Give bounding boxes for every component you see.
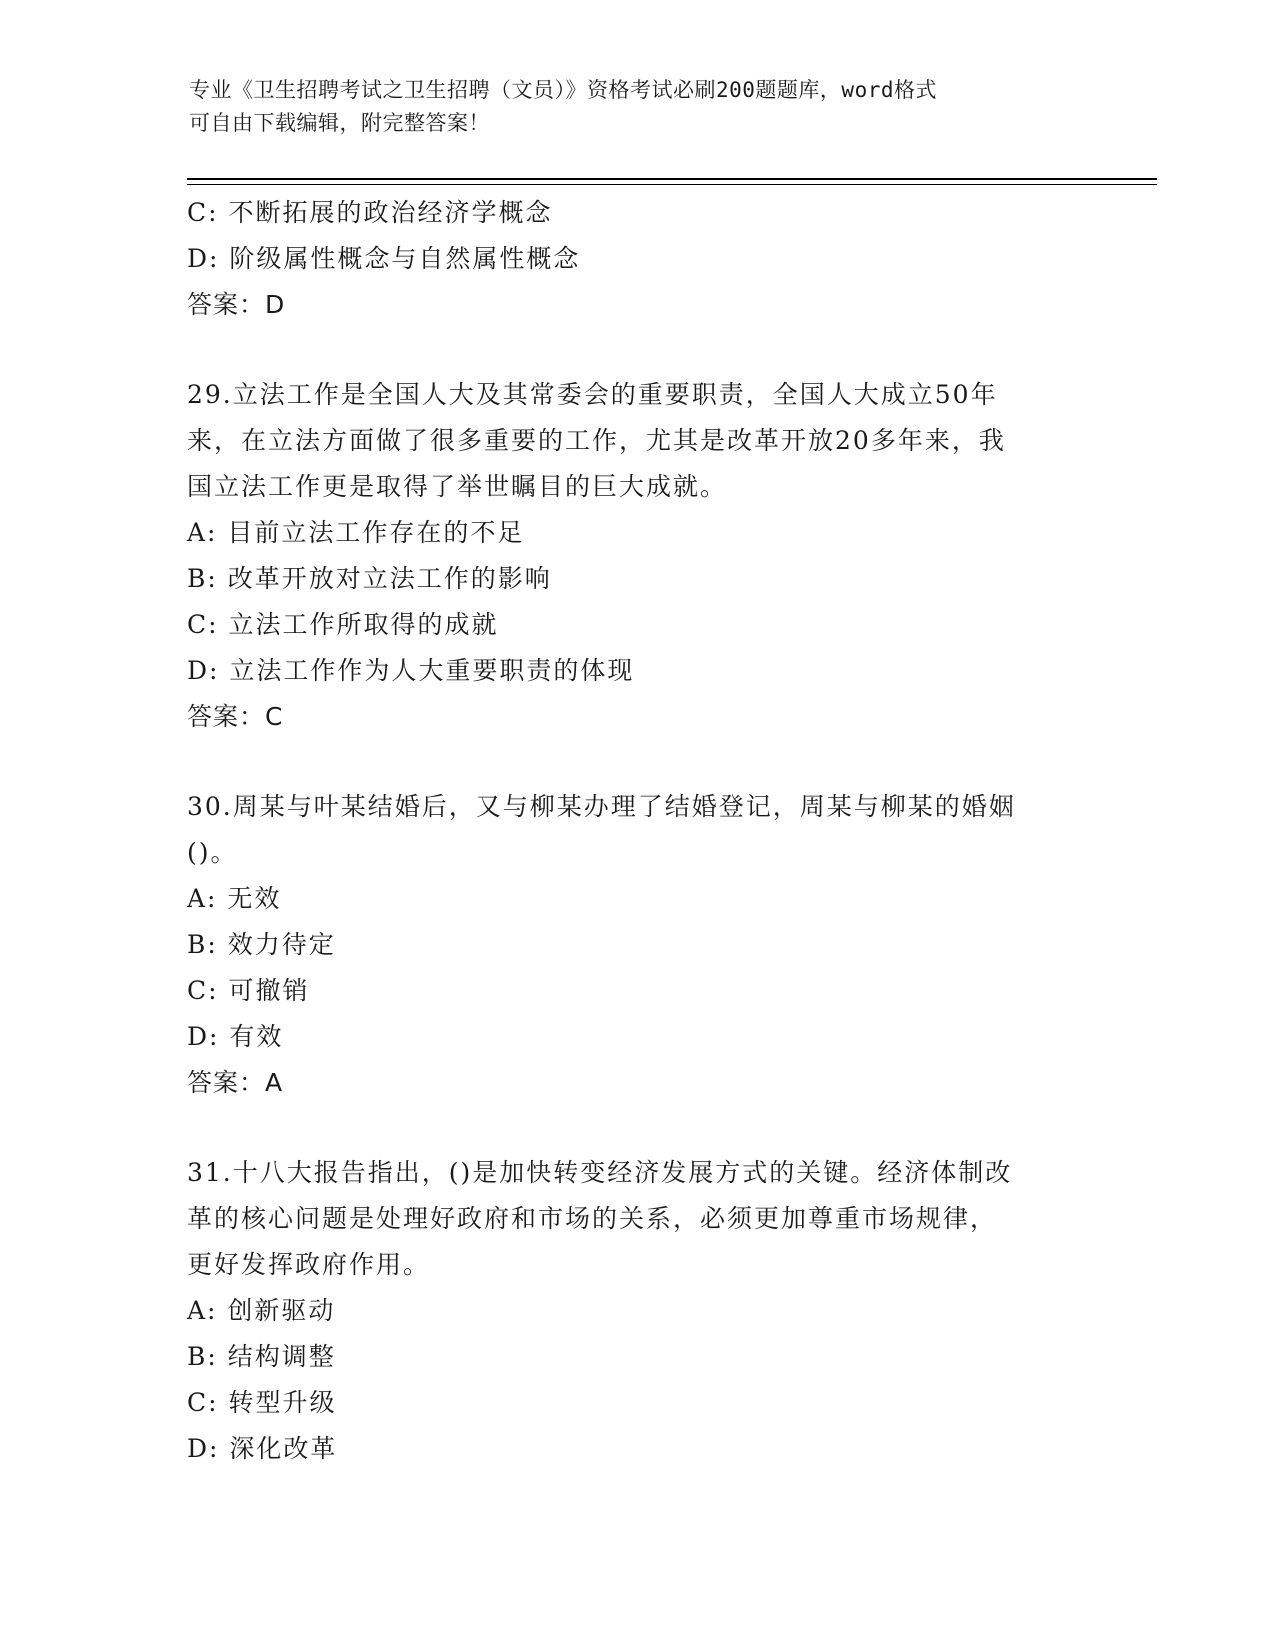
document-header [189,74,1089,140]
question-stem-line: 更好发挥政府作用。 [187,1250,431,1279]
option-d: D: 有效 [187,1022,284,1051]
option-d: D: 立法工作作为人大重要职责的体现 [187,656,635,685]
header-rule-thin [187,184,1157,185]
option-a: A: 创新驱动 [187,1296,336,1325]
question-stem-line: 革的核心问题是处理好政府和市场的关系，必须更加尊重市场规律， [187,1204,998,1233]
option-a: A: 无效 [187,884,282,913]
option-c: C: 转型升级 [187,1388,337,1417]
answer-line: 答案：C [187,702,284,731]
option-c: C: 不断拓展的政治经济学概念 [187,198,553,227]
option-b: B: 结构调整 [187,1342,336,1371]
question-stem-line: 国立法工作更是取得了举世瞩目的巨大成就。 [187,472,728,501]
question-block-28 [187,190,1087,328]
question-block-31 [187,1150,1087,1472]
option-d: D: 阶级属性概念与自然属性概念 [187,244,581,273]
option-b: B: 改革开放对立法工作的影响 [187,564,552,593]
answer-line: 答案：A [187,1068,284,1097]
question-stem-line: 31.十八大报告指出，()是加快转变经济发展方式的关键。经济体制改 [187,1158,1013,1187]
question-stem-line: 来，在立法方面做了很多重要的工作，尤其是改革开放20多年来，我 [187,426,1006,455]
option-c: C: 立法工作所取得的成就 [187,610,499,639]
question-block-30 [187,784,1087,1106]
header-line-1: 专业《卫生招聘考试之卫生招聘（文员）》资格考试必刷200题题库，word格式 [189,78,937,102]
header-line-2: 可自由下载编辑，附完整答案！ [189,111,490,135]
question-list [187,190,1087,1472]
question-stem-line: 29.立法工作是全国人大及其常委会的重要职责，全国人大成立50年 [187,380,998,409]
option-a: A: 目前立法工作存在的不足 [187,518,525,547]
header-rule-thick [187,178,1157,180]
question-block-29 [187,372,1087,740]
answer-line: 答案：D [187,290,286,319]
option-c: C: 可撤销 [187,976,310,1005]
question-stem-line: ()。 [187,838,238,867]
option-d: D: 深化改革 [187,1434,338,1463]
option-b: B: 效力待定 [187,930,336,959]
question-stem-line: 30.周某与叶某结婚后，又与柳某办理了结婚登记，周某与柳某的婚姻 [187,792,1016,821]
